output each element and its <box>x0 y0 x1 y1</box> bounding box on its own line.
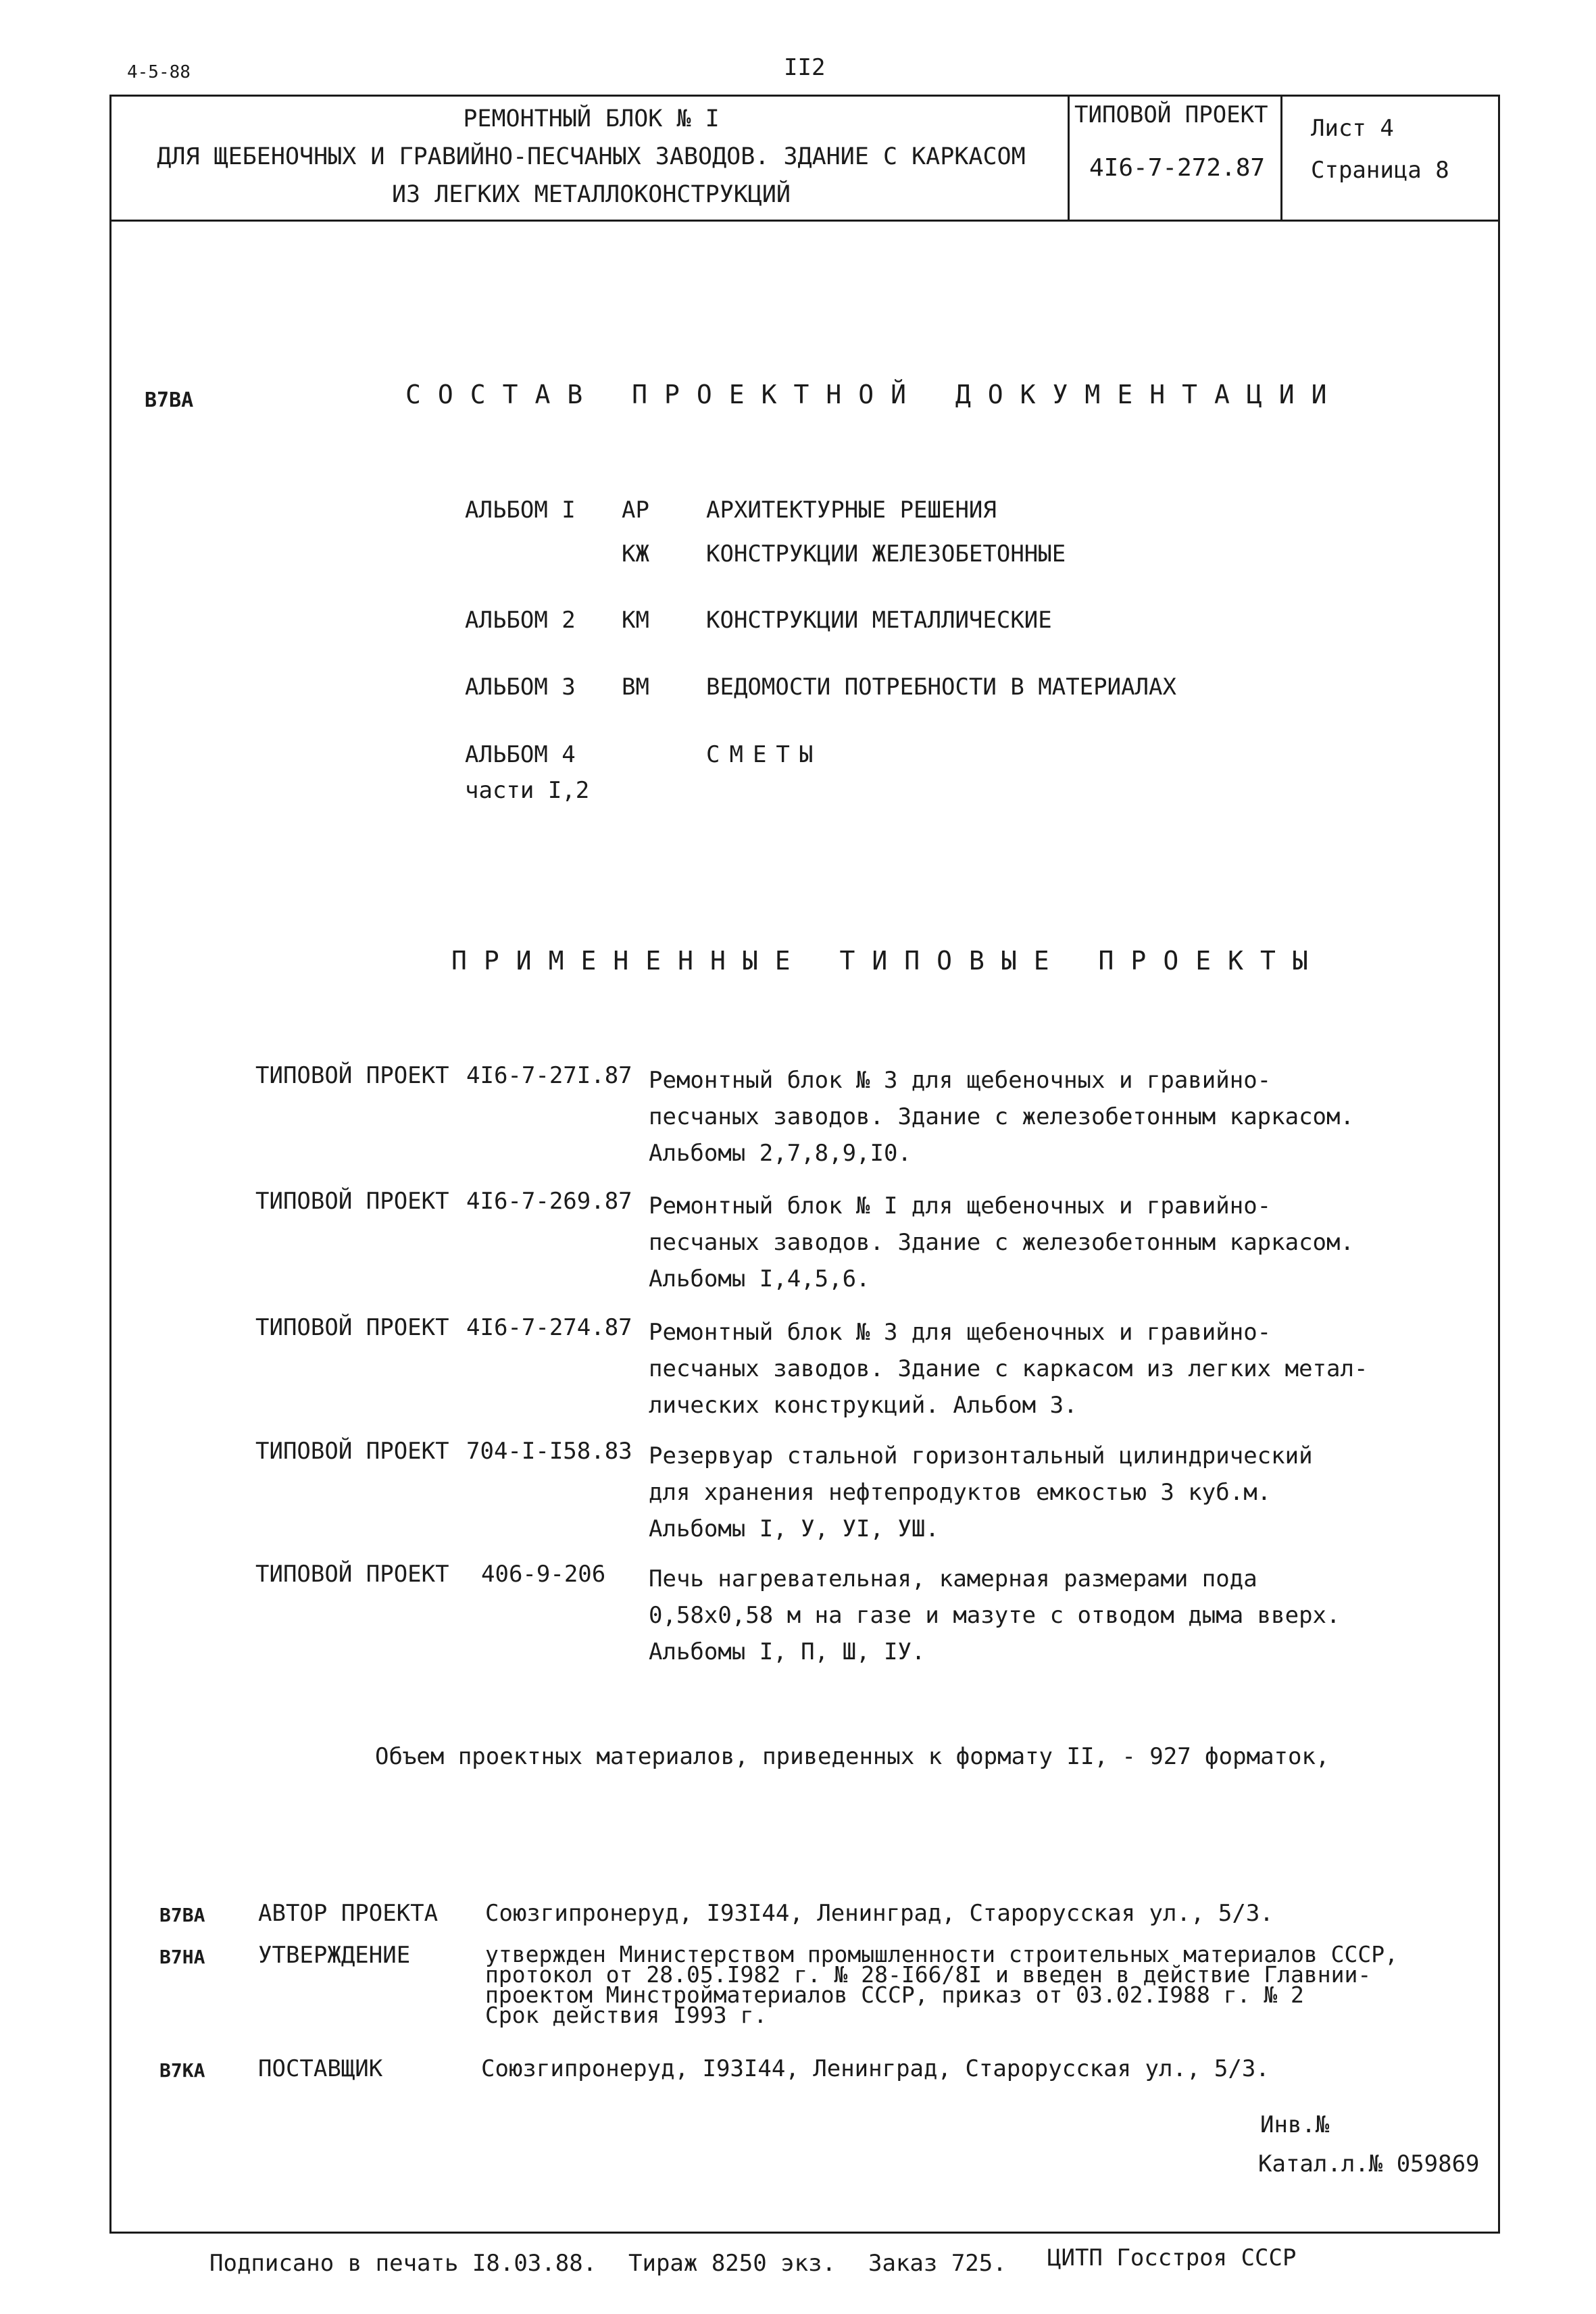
project-type-label: ТИПОВОЙ ПРОЕКТ <box>255 1561 449 1588</box>
footer-signed: Подписано в печать I8.03.88. <box>209 2250 597 2277</box>
album-name: КОНСТРУКЦИИ ЖЕЛЕЗОБЕТОННЫЕ <box>706 540 1066 568</box>
album-code: АР <box>622 497 649 524</box>
project-ref-number: 704-I-I58.83 <box>466 1438 632 1465</box>
info-label: АВТОР ПРОЕКТА <box>258 1900 439 1927</box>
header-title <box>122 100 1061 213</box>
project-ref-number: 4I6-7-274.87 <box>466 1314 632 1341</box>
sheet-number: Лист 4 <box>1311 115 1394 142</box>
footer-publisher: ЦИТП Госстроя СССР <box>1047 2244 1297 2271</box>
album-name: АРХИТЕКТУРНЫЕ РЕШЕНИЯ <box>706 497 997 524</box>
page-number: II2 <box>784 54 826 81</box>
album-label: АЛЬБОМ I <box>465 497 576 524</box>
info-value: Союзгипронеруд, I93I44, Ленинград, Старорусская ул., 5/3. <box>485 1900 1274 1927</box>
project-type-label: ТИПОВОЙ ПРОЕКТ <box>255 1438 449 1465</box>
header-bottom-rule <box>109 220 1500 222</box>
project-type-label: ТИПОВОЙ ПРОЕКТ <box>255 1062 449 1089</box>
project-ref-number: 4I6-7-27I.87 <box>466 1062 632 1089</box>
footer-print-run: Тираж 8250 экз. <box>628 2250 837 2277</box>
composition-heading: СОСТАВ ПРОЕКТНОЙ ДОКУМЕНТАЦИИ <box>405 380 1344 409</box>
project-description <box>649 1561 1341 1670</box>
description-line: Альбомы I, П, Ш, IУ. <box>649 1638 926 1665</box>
header-divider-1 <box>1068 95 1070 222</box>
album-name: ВЕДОМОСТИ ПОТРЕБНОСТИ В МАТЕРИАЛАХ <box>706 674 1176 701</box>
description-line: для хранения нефтепродуктов емкостью 3 куб.м. <box>649 1479 1272 1506</box>
header-title-line: ИЗ ЛЕГКИХ МЕТАЛЛОКОНСТРУКЦИЙ <box>391 181 791 208</box>
composition-code: В7ВА <box>145 388 194 412</box>
project-number: 4I6-7-272.87 <box>1089 154 1266 182</box>
album-code: ВМ <box>622 674 649 701</box>
info-code: В7ВА <box>159 1904 205 1926</box>
album-code: КЖ <box>622 540 649 568</box>
album-label: АЛЬБОМ 2 <box>465 607 576 634</box>
project-description <box>649 1188 1354 1297</box>
description-line: Ремонтный блок № 3 для щебеночных и гравийно- <box>649 1067 1272 1094</box>
project-label: ТИПОВОЙ ПРОЕКТ <box>1074 101 1268 128</box>
description-line: Альбомы I,4,5,6. <box>649 1265 870 1292</box>
description-line: 0,58х0,58 м на газе и мазуте с отводом дыма вверх. <box>649 1602 1341 1629</box>
header-title-line: РЕМОНТНЫЙ БЛОК № I <box>463 105 720 132</box>
info-value-line: проектом Минстройматериалов СССР, приказ от 03.02.I988 г. № 2 <box>485 1982 1304 2008</box>
album-label: АЛЬБОМ 3 <box>465 674 576 701</box>
volume-text: Объем проектных материалов, приведенных к формату II, - 927 форматок, <box>375 1743 1330 1770</box>
description-line: песчаных заводов. Здание с железобетонным каркасом. <box>649 1229 1354 1256</box>
applied-heading: ПРИМЕНЕННЫЕ ТИПОВЫЕ ПРОЕКТЫ <box>451 946 1325 976</box>
project-ref-number: 4I6-7-269.87 <box>466 1188 632 1215</box>
footer-order: Заказ 725. <box>868 2250 1007 2277</box>
info-code: В7КА <box>159 2059 205 2082</box>
header-divider-2 <box>1280 95 1282 222</box>
info-value: Союзгипронеруд, I93I44, Ленинград, Старорусская ул., 5/3. <box>481 2055 1270 2082</box>
description-line: лических конструкций. Альбом 3. <box>649 1392 1078 1419</box>
album-label: АЛЬБОМ 4 <box>465 741 576 768</box>
info-label: УТВЕРЖДЕНИЕ <box>258 1942 411 1969</box>
project-type-label: ТИПОВОЙ ПРОЕКТ <box>255 1314 449 1341</box>
description-line: Альбомы 2,7,8,9,I0. <box>649 1140 912 1167</box>
header-title-line: ДЛЯ ЩЕБЕНОЧНЫХ И ГРАВИЙНО-ПЕСЧАНЫХ ЗАВОДОВ. ЗДАНИЕ С КАРКАСОМ <box>157 143 1026 170</box>
info-label: ПОСТАВЩИК <box>258 2055 383 2082</box>
album-parts: части I,2 <box>465 777 590 804</box>
inventory-number: Инв.№ <box>1260 2111 1330 2138</box>
album-name: СМЕТЫ <box>706 741 823 768</box>
project-description <box>649 1438 1313 1547</box>
description-line: Резервуар стальной горизонтальный цилиндрический <box>649 1442 1313 1469</box>
album-name: КОНСТРУКЦИИ МЕТАЛЛИЧЕСКИЕ <box>706 607 1052 634</box>
catalog-number: Катал.л.№ 059869 <box>1258 2150 1480 2178</box>
page-label: Страница 8 <box>1311 157 1449 184</box>
description-line: Альбомы I, У, УI, УШ. <box>649 1515 939 1542</box>
project-description <box>649 1062 1354 1172</box>
project-description <box>649 1314 1368 1424</box>
description-line: Ремонтный блок № 3 для щебеночных и гравийно- <box>649 1319 1272 1346</box>
info-value-line: утвержден Министерством промышленности строительных материалов СССР, <box>485 1941 1399 1967</box>
description-line: Ремонтный блок № I для щебеночных и гравийно- <box>649 1192 1272 1219</box>
info-value-multiline <box>485 1941 1399 2028</box>
info-code: В7НА <box>159 1946 205 1968</box>
description-line: песчаных заводов. Здание с железобетонным каркасом. <box>649 1103 1354 1130</box>
info-value-line: Срок действия I993 г. <box>485 2002 768 2028</box>
album-code: КМ <box>622 607 649 634</box>
project-ref-number: 406-9-206 <box>481 1561 606 1588</box>
info-value-line: протокол от 28.05.I982 г. № 28-I66/8I и введен в действие Главнии- <box>485 1961 1372 1988</box>
doc-code: 4-5-88 <box>127 62 191 82</box>
project-type-label: ТИПОВОЙ ПРОЕКТ <box>255 1188 449 1215</box>
description-line: Печь нагревательная, камерная размерами пода <box>649 1565 1257 1592</box>
description-line: песчаных заводов. Здание с каркасом из легких метал- <box>649 1355 1368 1382</box>
